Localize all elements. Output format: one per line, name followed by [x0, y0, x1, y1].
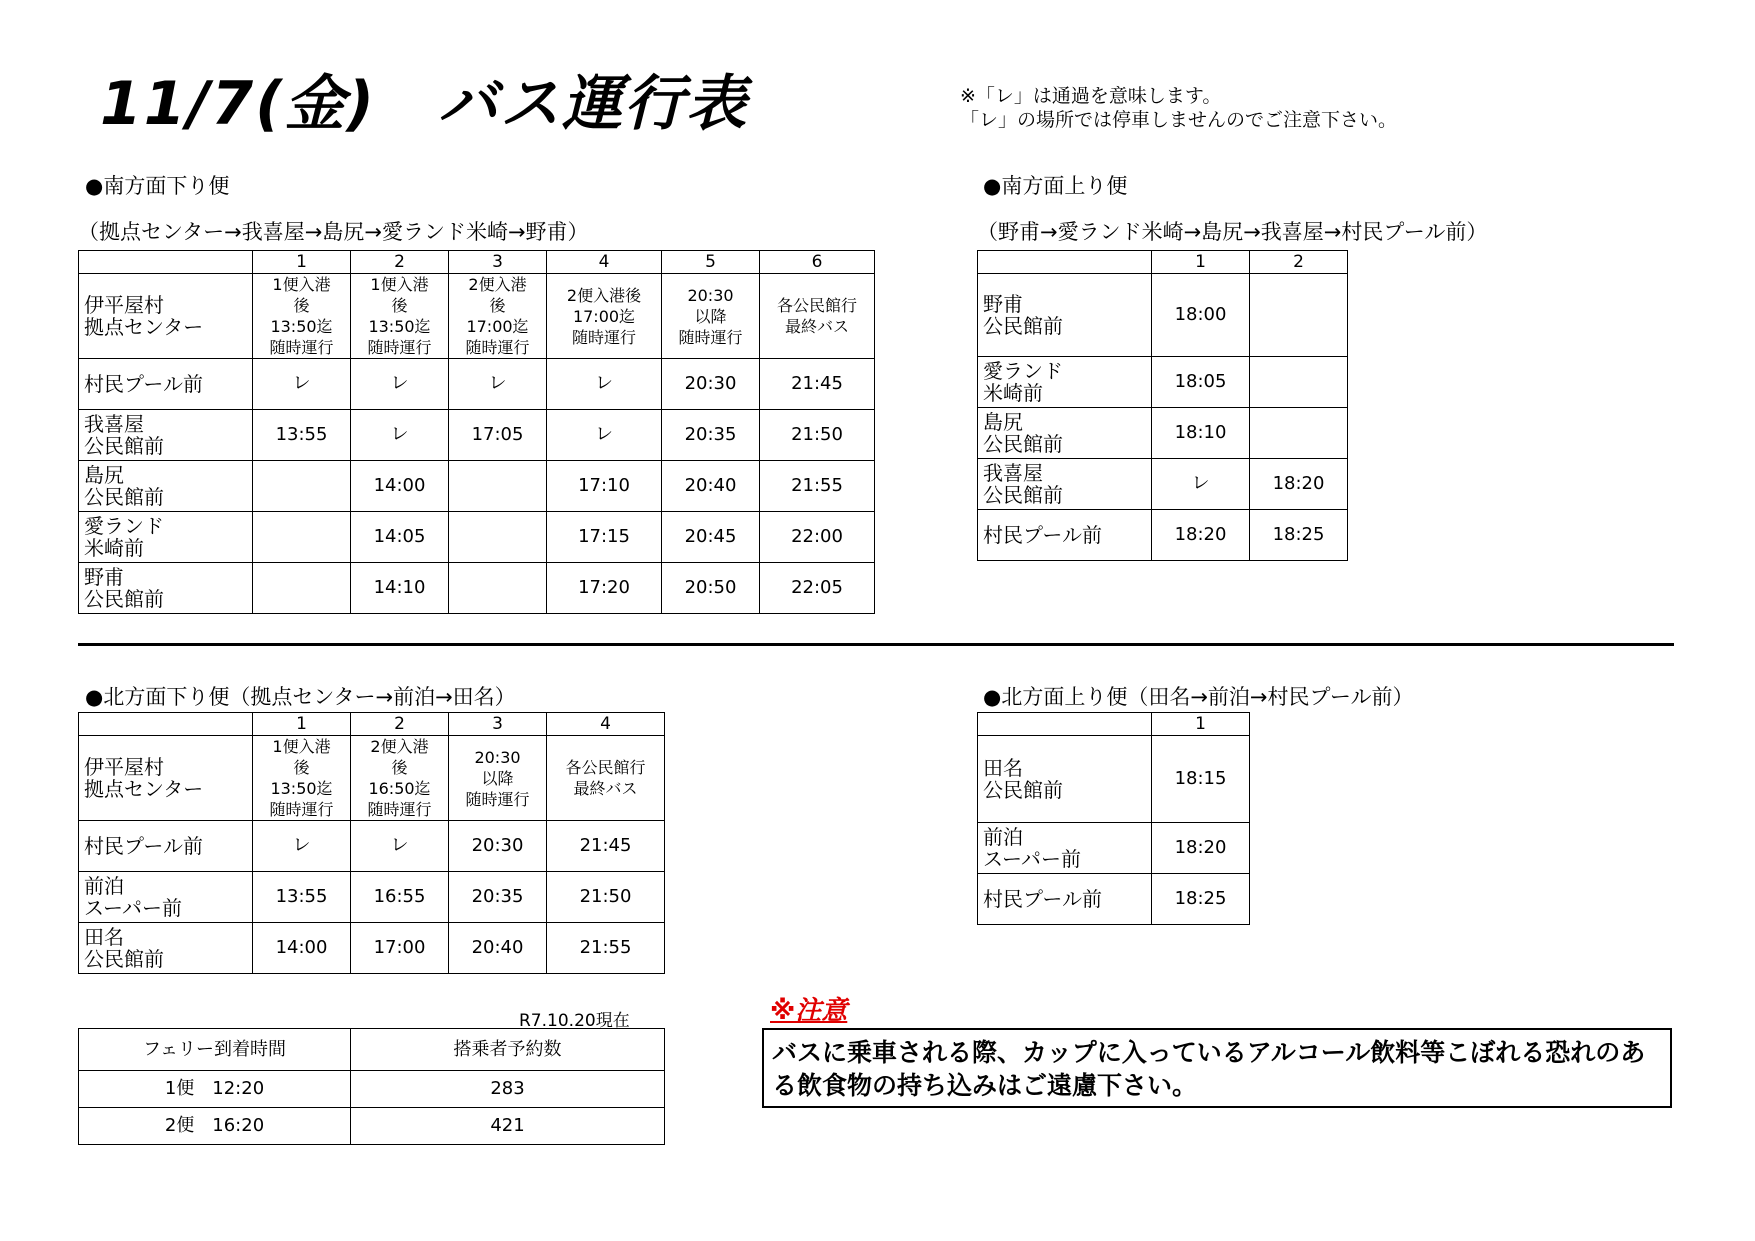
trip-number: 5	[662, 251, 760, 274]
time-cell: 17:15	[547, 512, 662, 563]
time-cell: 18:15	[1152, 736, 1250, 823]
time-cell: 17:05	[449, 410, 547, 461]
south-up-route: （野甫→愛ランド米崎→島尻→我喜屋→村民プール前）	[977, 220, 1488, 244]
south-down-table	[78, 250, 875, 614]
reservation-count: 283	[351, 1071, 665, 1108]
origin-cell: 1便入港 後 13:50迄 随時運行	[351, 274, 449, 359]
time-cell: 17:00	[351, 923, 449, 974]
table-row	[978, 459, 1348, 510]
time-cell	[253, 512, 351, 563]
reservation-header: 搭乗者予約数	[351, 1029, 665, 1071]
time-cell: 20:35	[449, 872, 547, 923]
table-row	[978, 510, 1348, 561]
time-cell: 20:30	[449, 821, 547, 872]
time-cell: レ	[1152, 459, 1250, 510]
origin-cell: 2便入港後 17:00迄 随時運行	[547, 274, 662, 359]
time-cell: 20:50	[662, 563, 760, 614]
origin-cell: 1便入港 後 13:50迄 随時運行	[253, 274, 351, 359]
header-row	[79, 713, 665, 736]
corner-cell	[79, 251, 253, 274]
time-cell: 20:30	[662, 359, 760, 410]
table-row	[978, 874, 1250, 925]
north-up-heading: ●北方面上り便（田名→前泊→村民プール前）	[983, 685, 1414, 709]
time-cell: 18:25	[1250, 510, 1348, 561]
trip-number: 1	[253, 251, 351, 274]
table-row	[978, 357, 1348, 408]
origin-row	[79, 274, 875, 359]
table-row	[978, 408, 1348, 459]
time-cell: 22:05	[760, 563, 875, 614]
time-cell: 21:55	[547, 923, 665, 974]
origin-stop: 伊平屋村 拠点センター	[79, 736, 253, 821]
page-title: 11/7(金) バス運行表	[100, 69, 749, 139]
time-cell: 16:55	[351, 872, 449, 923]
trip-number: 4	[547, 713, 665, 736]
north-down-heading: ●北方面下り便（拠点センター→前泊→田名）	[85, 685, 516, 709]
time-cell: 21:45	[760, 359, 875, 410]
table-row	[978, 274, 1348, 357]
time-cell	[449, 512, 547, 563]
south-up-heading: ●南方面上り便	[983, 174, 1128, 198]
time-cell: 20:45	[662, 512, 760, 563]
stop-name: 野甫 公民館前	[79, 563, 253, 614]
trip-number: 2	[351, 713, 449, 736]
time-cell	[1250, 274, 1348, 357]
origin-stop: 伊平屋村 拠点センター	[79, 274, 253, 359]
note-line: 「レ」の場所では停車しませんのでご注意下さい。	[960, 109, 1398, 131]
trip-number: 1	[253, 713, 351, 736]
time-cell: 20:35	[662, 410, 760, 461]
table-row	[79, 1108, 665, 1145]
header-row	[978, 251, 1348, 274]
warning-box	[762, 1028, 1672, 1108]
time-cell: 17:20	[547, 563, 662, 614]
table-row	[79, 410, 875, 461]
time-cell: 18:05	[1152, 357, 1250, 408]
time-cell: レ	[449, 359, 547, 410]
time-cell: 21:50	[547, 872, 665, 923]
south-down-heading: ●南方面下り便	[85, 174, 230, 198]
stop-name: 村民プール前	[978, 874, 1152, 925]
warning-title: ※注意	[770, 996, 848, 1026]
time-cell: レ	[351, 410, 449, 461]
section-divider	[78, 643, 1674, 646]
header-row	[978, 713, 1250, 736]
time-cell: 14:00	[351, 461, 449, 512]
trip-number: 6	[760, 251, 875, 274]
time-cell	[1250, 357, 1348, 408]
time-cell: 20:40	[449, 923, 547, 974]
time-cell: 21:55	[760, 461, 875, 512]
notes	[960, 84, 1397, 132]
time-cell: レ	[351, 821, 449, 872]
south-up-table	[977, 250, 1348, 561]
stop-name: 愛ランド 米崎前	[79, 512, 253, 563]
trip-number: 3	[449, 713, 547, 736]
trip-number: 2	[1250, 251, 1348, 274]
time-cell: 13:55	[253, 410, 351, 461]
stop-name: 愛ランド 米崎前	[978, 357, 1152, 408]
time-cell: 14:10	[351, 563, 449, 614]
table-row	[79, 563, 875, 614]
trip-number: 4	[547, 251, 662, 274]
reservation-count: 421	[351, 1108, 665, 1145]
stop-name: 我喜屋 公民館前	[79, 410, 253, 461]
table-row	[978, 823, 1250, 874]
stop-name: 前泊 スーパー前	[79, 872, 253, 923]
time-cell: 21:50	[760, 410, 875, 461]
north-up-table	[977, 712, 1250, 925]
time-cell: 14:00	[253, 923, 351, 974]
time-cell: 21:45	[547, 821, 665, 872]
trip-number: 1	[1152, 713, 1250, 736]
as-of-date: R7.10.20現在	[519, 1011, 630, 1031]
time-cell: 20:40	[662, 461, 760, 512]
reservation-table	[78, 1028, 665, 1145]
time-cell: レ	[253, 821, 351, 872]
time-cell: 18:20	[1152, 823, 1250, 874]
ferry-arrival: 1便 12:20	[79, 1071, 351, 1108]
table-row	[79, 1071, 665, 1108]
time-cell	[449, 461, 547, 512]
table-row	[79, 359, 875, 410]
trip-number: 3	[449, 251, 547, 274]
stop-name: 田名 公民館前	[79, 923, 253, 974]
stop-name: 野甫 公民館前	[978, 274, 1152, 357]
time-cell: 18:25	[1152, 874, 1250, 925]
origin-cell: 20:30 以降 随時運行	[662, 274, 760, 359]
table-row	[79, 461, 875, 512]
note-line: ※「レ」は通過を意味します。	[960, 85, 1222, 107]
trip-number: 2	[351, 251, 449, 274]
table-row	[79, 923, 665, 974]
time-cell	[253, 563, 351, 614]
corner-cell	[978, 713, 1152, 736]
origin-cell: 2便入港 後 17:00迄 随時運行	[449, 274, 547, 359]
time-cell: レ	[253, 359, 351, 410]
time-cell: 22:00	[760, 512, 875, 563]
time-cell	[449, 563, 547, 614]
header-row	[79, 251, 875, 274]
origin-cell: 各公民館行 最終バス	[760, 274, 875, 359]
corner-cell	[79, 713, 253, 736]
ferry-arrival: 2便 16:20	[79, 1108, 351, 1145]
origin-cell: 各公民館行 最終バス	[547, 736, 665, 821]
time-cell: レ	[547, 410, 662, 461]
reservation-header: フェリー到着時間	[79, 1029, 351, 1071]
stop-name: 島尻 公民館前	[79, 461, 253, 512]
stop-name: 前泊 スーパー前	[978, 823, 1152, 874]
corner-cell	[978, 251, 1152, 274]
table-row	[978, 736, 1250, 823]
stop-name: 我喜屋 公民館前	[978, 459, 1152, 510]
origin-cell: 2便入港 後 16:50迄 随時運行	[351, 736, 449, 821]
stop-name: 田名 公民館前	[978, 736, 1152, 823]
trip-number: 1	[1152, 251, 1250, 274]
time-cell	[253, 461, 351, 512]
north-down-table	[78, 712, 665, 974]
stop-name: 村民プール前	[79, 359, 253, 410]
time-cell: 18:10	[1152, 408, 1250, 459]
south-down-route: （拠点センター→我喜屋→島尻→愛ランド米崎→野甫）	[78, 220, 589, 244]
stop-name: 村民プール前	[978, 510, 1152, 561]
time-cell: 17:10	[547, 461, 662, 512]
time-cell: レ	[547, 359, 662, 410]
time-cell: 18:00	[1152, 274, 1250, 357]
origin-row	[79, 736, 665, 821]
warning-text: バスに乗車される際、カップに入っているアルコール飲料等こぼれる恐れのある飲食物の持ち込みはご遠慮下さい。	[772, 1038, 1646, 1100]
table-row	[79, 872, 665, 923]
time-cell: レ	[351, 359, 449, 410]
time-cell: 18:20	[1152, 510, 1250, 561]
stop-name: 村民プール前	[79, 821, 253, 872]
header-row	[79, 1029, 665, 1071]
stop-name: 島尻 公民館前	[978, 408, 1152, 459]
table-row	[79, 821, 665, 872]
time-cell: 13:55	[253, 872, 351, 923]
time-cell: 14:05	[351, 512, 449, 563]
time-cell	[1250, 408, 1348, 459]
time-cell: 18:20	[1250, 459, 1348, 510]
origin-cell: 1便入港 後 13:50迄 随時運行	[253, 736, 351, 821]
table-row	[79, 512, 875, 563]
origin-cell: 20:30 以降 随時運行	[449, 736, 547, 821]
